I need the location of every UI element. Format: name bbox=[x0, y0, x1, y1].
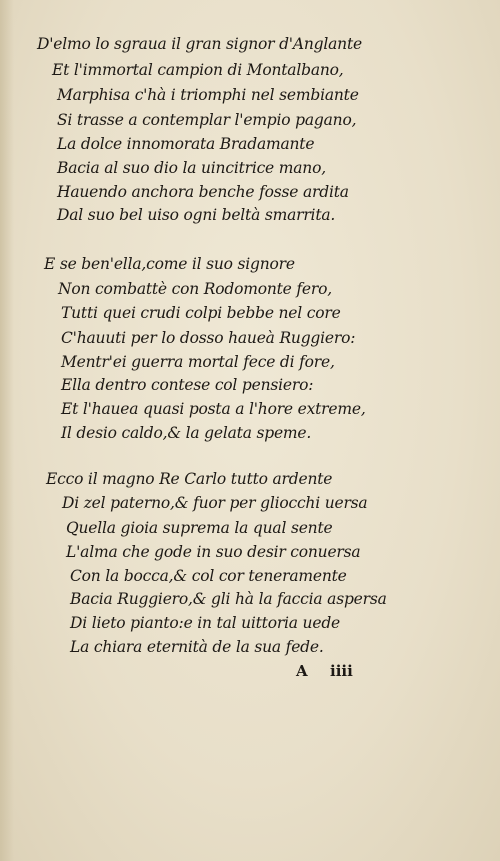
signature-numeral: iiii bbox=[330, 662, 353, 680]
verse-line: Tutti quei crudi colpi bebbe nel core bbox=[61, 304, 341, 322]
verse-line: Il desio caldo,& la gelata speme. bbox=[61, 424, 312, 442]
verse-line: Con la bocca,& col cor teneramente bbox=[70, 567, 347, 585]
signature-letter: A bbox=[296, 662, 308, 680]
page-gutter-shadow bbox=[0, 0, 14, 861]
verse-line: Et l'immortal campion di Montalbano, bbox=[52, 61, 344, 79]
verse-line: Bacia Ruggiero,& gli hà la faccia aspersa bbox=[70, 590, 387, 608]
verse-line: Di zel paterno,& fuor per gliocchi uersa bbox=[62, 494, 368, 512]
verse-line: Mentr'ei guerra mortal fece di fore, bbox=[61, 353, 335, 371]
verse-line: Ecco il magno Re Carlo tutto ardente bbox=[46, 470, 333, 488]
verse-line: Hauendo anchora benche fosse ardita bbox=[57, 183, 349, 201]
verse-line: Quella gioia suprema la qual sente bbox=[66, 519, 333, 537]
verse-line: D'elmo lo sgraua il gran signor d'Anglante bbox=[37, 35, 362, 53]
verse-line: C'hauuti per lo dosso haueà Ruggiero: bbox=[61, 329, 356, 347]
verse-line: Bacia al suo dio la uincitrice mano, bbox=[57, 159, 326, 177]
verse-line: Ella dentro contese col pensiero: bbox=[61, 376, 314, 394]
verse-line: E se ben'ella,come il suo signore bbox=[44, 255, 295, 273]
verse-line: Marphisa c'hà i triomphi nel sembiante bbox=[57, 86, 359, 104]
verse-line: Dal suo bel uiso ogni beltà smarrita. bbox=[57, 206, 336, 224]
verse-line: L'alma che gode in suo desir conuersa bbox=[66, 543, 361, 561]
verse-line: Si trasse a contemplar l'empio pagano, bbox=[57, 111, 357, 129]
verse-line: La chiara eternità de la sua fede. bbox=[70, 638, 324, 656]
verse-line: La dolce innomorata Bradamante bbox=[57, 135, 315, 153]
verse-line: Et l'hauea quasi posta a l'hore extreme, bbox=[61, 400, 366, 418]
verse-line: Di lieto pianto:e in tal uittoria uede bbox=[70, 614, 341, 632]
verse-line: Non combattè con Rodomonte fero, bbox=[58, 280, 332, 298]
